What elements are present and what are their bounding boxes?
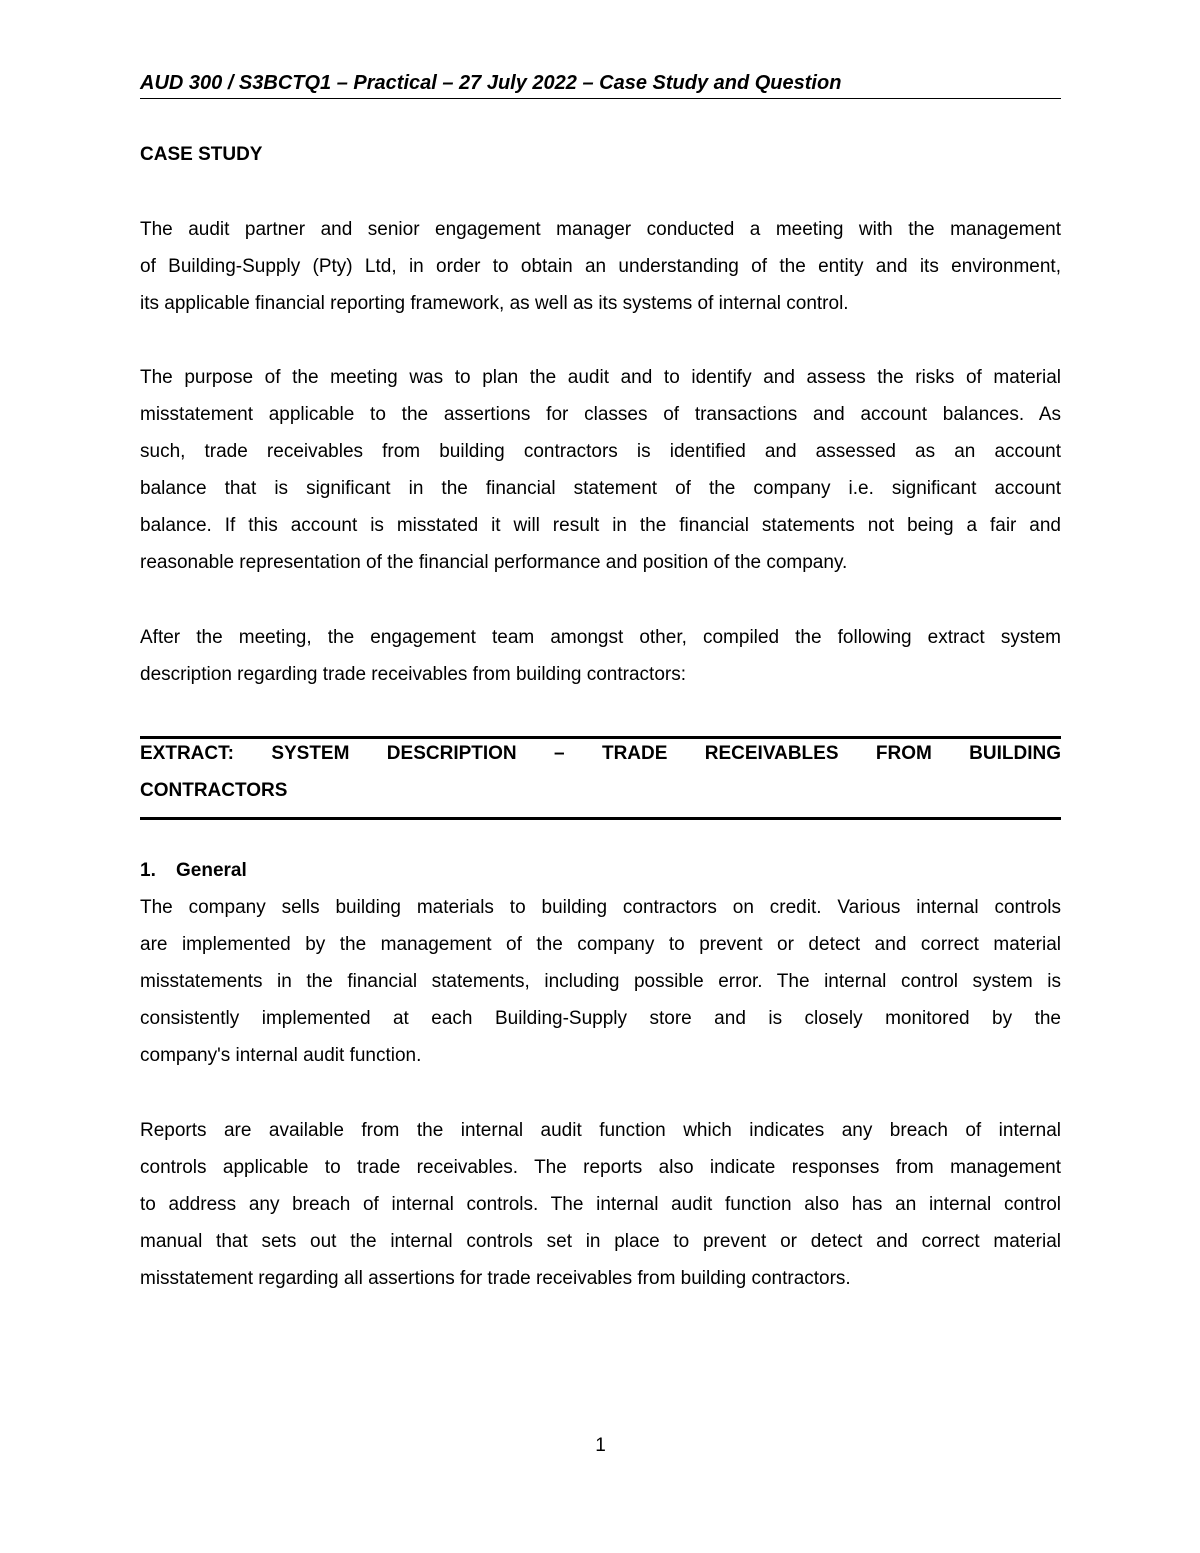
paragraph-line: balance. If this account is misstated it will result in the financial statements not being a fair and — [140, 515, 1061, 536]
paragraph-line: reasonable representation of the financial performance and position of the company. — [140, 552, 848, 573]
paragraph-line: Reports are available from the internal audit function which indicates any breach of internal — [140, 1120, 1061, 1141]
extract-title-line: CONTRACTORS — [140, 780, 288, 801]
page-number: 1 — [595, 1435, 606, 1456]
paragraph-line: such, trade receivables from building contractors is identified and assessed as an account — [140, 441, 1061, 462]
paragraph-line: description regarding trade receivables from building contractors: — [140, 664, 686, 685]
paragraph-line: to address any breach of internal controls. The internal audit function also has an internal control — [140, 1194, 1061, 1215]
paragraph-line: The purpose of the meeting was to plan the audit and to identify and assess the risks of material — [140, 367, 1061, 388]
case-study-paragraph-1 — [140, 211, 1061, 322]
section-number: 1. — [140, 860, 156, 881]
paragraph-line: of Building-Supply (Pty) Ltd, in order to obtain an understanding of the entity and its environment, — [140, 256, 1061, 277]
paragraph-line: misstatement regarding all assertions for trade receivables from building contractors. — [140, 1268, 851, 1289]
page-header-title: AUD 300 / S3BCTQ1 – Practical – 27 July 2022 – Case Study and Question — [140, 72, 842, 94]
section-title: General — [176, 860, 247, 881]
extract-title — [140, 735, 1061, 809]
paragraph-line: company's internal audit function. — [140, 1045, 422, 1066]
paragraph-line: are implemented by the management of the company to prevent or detect and correct material — [140, 934, 1061, 955]
extract-bottom-rule — [140, 817, 1061, 820]
section-1-paragraph-1 — [140, 889, 1061, 1074]
section-1-heading — [140, 857, 247, 885]
header-rule — [140, 98, 1061, 99]
paragraph-line: consistently implemented at each Building-Supply store and is closely monitored by the — [140, 1008, 1061, 1029]
paragraph-line: misstatements in the financial statements, including possible error. The internal control system is — [140, 971, 1061, 992]
paragraph-line: After the meeting, the engagement team amongst other, compiled the following extract system — [140, 627, 1061, 648]
extract-title-line: EXTRACT: SYSTEM DESCRIPTION – TRADE RECEIVABLES FROM BUILDING — [140, 743, 1061, 764]
document-page — [140, 0, 1061, 1553]
paragraph-line: its applicable financial reporting framework, as well as its systems of internal control. — [140, 293, 849, 314]
paragraph-line: The company sells building materials to building contractors on credit. Various internal controls — [140, 897, 1061, 918]
case-study-heading: CASE STUDY — [140, 144, 263, 165]
paragraph-line: controls applicable to trade receivables. The reports also indicate responses from management — [140, 1157, 1061, 1178]
paragraph-line: The audit partner and senior engagement manager conducted a meeting with the management — [140, 219, 1061, 240]
case-study-paragraph-3 — [140, 619, 1061, 693]
paragraph-line: misstatement applicable to the assertions for classes of transactions and account balances. As — [140, 404, 1061, 425]
paragraph-line: balance that is significant in the financial statement of the company i.e. significant account — [140, 478, 1061, 499]
paragraph-line: manual that sets out the internal controls set in place to prevent or detect and correct material — [140, 1231, 1061, 1252]
case-study-paragraph-2 — [140, 359, 1061, 581]
section-1-paragraph-2 — [140, 1112, 1061, 1297]
